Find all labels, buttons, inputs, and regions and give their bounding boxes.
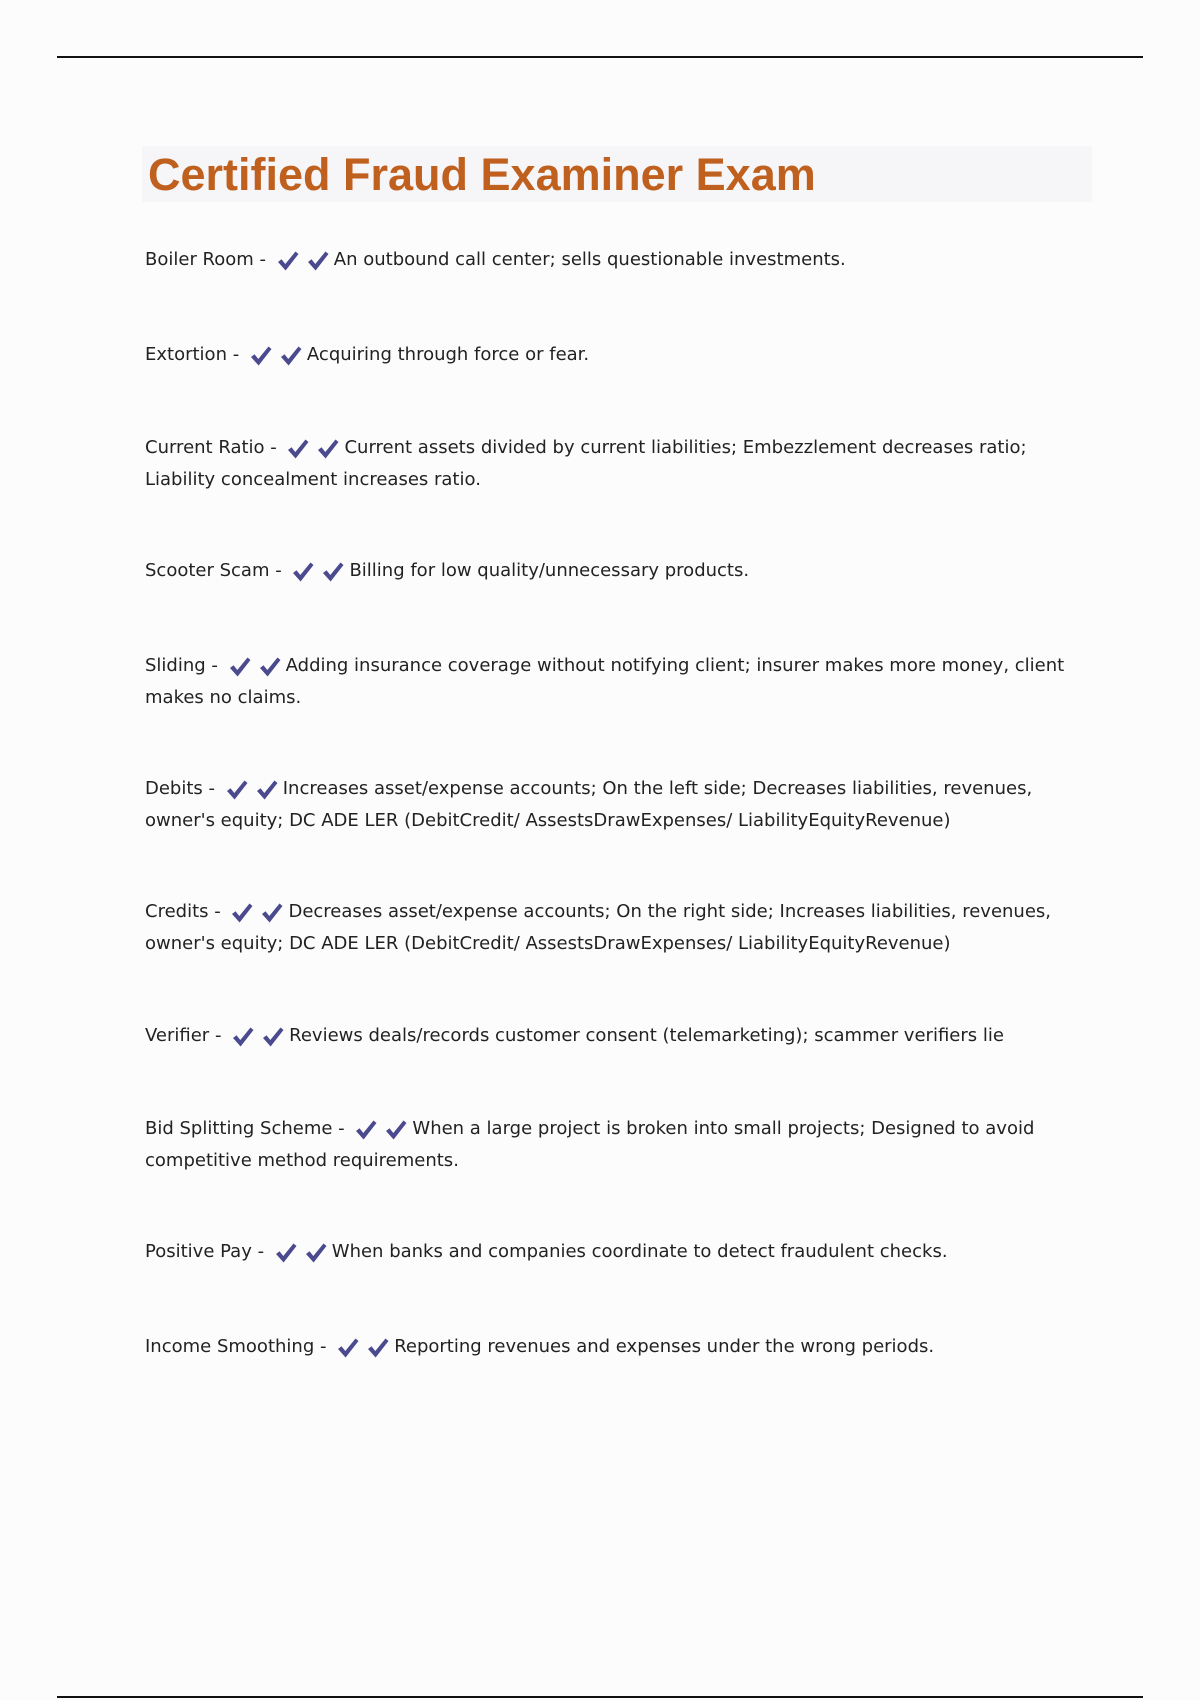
checkmark-icon xyxy=(261,1026,285,1048)
entry-credits xyxy=(145,898,1065,958)
page-title: Certified Fraud Examiner Exam xyxy=(148,149,816,200)
entry-term: Positive Pay xyxy=(145,1241,258,1262)
entry-term: Sliding xyxy=(145,655,212,676)
bottom-rule xyxy=(57,1696,1143,1698)
entry-term: Verifier xyxy=(145,1025,215,1046)
checkmark-icon xyxy=(276,250,300,272)
check-pair xyxy=(336,1337,392,1365)
checkmark-icon xyxy=(286,438,310,460)
entry-verifier xyxy=(145,1022,1065,1054)
checkmark-icon xyxy=(291,561,315,583)
checkmark-icon xyxy=(321,561,345,583)
checkmark-icon xyxy=(225,779,249,801)
entry-positive-pay xyxy=(145,1238,1065,1270)
checkmark-icon xyxy=(230,902,254,924)
entry-term: Debits xyxy=(145,778,209,799)
entry-separator: - xyxy=(211,655,224,676)
entry-separator: - xyxy=(214,901,227,922)
entry-income-smoothing xyxy=(145,1333,1065,1365)
entry-term: Income Smoothing xyxy=(145,1336,320,1357)
check-pair xyxy=(354,1119,410,1147)
check-pair xyxy=(231,1026,287,1054)
entry-separator: - xyxy=(257,1241,270,1262)
entry-debits xyxy=(145,775,1065,835)
checkmark-icon xyxy=(354,1119,378,1141)
entry-definition: Reporting revenues and expenses under the wrong periods. xyxy=(394,1336,935,1357)
entry-separator: - xyxy=(208,778,221,799)
entry-definition: When a large project is broken into small projects; Designed to avoid competitive method requirements. xyxy=(145,1118,1035,1171)
top-rule xyxy=(57,56,1143,58)
check-pair xyxy=(228,656,284,684)
checkmark-icon xyxy=(258,656,282,678)
checkmark-icon xyxy=(260,902,284,924)
entry-separator: - xyxy=(275,560,288,581)
entry-separator: - xyxy=(319,1336,333,1357)
entry-extortion xyxy=(145,341,1065,373)
entry-bid-splitting-scheme xyxy=(145,1115,1065,1175)
entry-term: Credits xyxy=(145,901,215,922)
entry-boiler-room xyxy=(145,246,1065,278)
entry-scooter-scam xyxy=(145,557,1065,589)
check-pair xyxy=(249,345,305,373)
check-pair xyxy=(291,561,347,589)
checkmark-icon xyxy=(279,345,303,367)
check-pair xyxy=(230,902,286,930)
entry-definition: Decreases asset/expense accounts; On the right side; Increases liabilities, revenues, owner's equity; DC ADE LER (DebitCredit/ AssestsDrawExpenses/ LiabilityEquityRevenue) xyxy=(145,901,1052,954)
checkmark-icon xyxy=(255,779,279,801)
checkmark-icon xyxy=(366,1337,390,1359)
check-pair xyxy=(225,779,281,807)
checkmark-icon xyxy=(336,1337,360,1359)
checkmark-icon xyxy=(228,656,252,678)
entry-current-ratio xyxy=(145,434,1065,494)
checkmark-icon xyxy=(306,250,330,272)
entry-definition: Acquiring through force or fear. xyxy=(306,344,590,365)
entry-sliding xyxy=(145,652,1065,712)
title-banner xyxy=(142,146,1092,202)
entry-definition: Current assets divided by current liabilities; Embezzlement decreases ratio; Liability concealment increases ratio. xyxy=(145,437,1027,490)
entry-separator: - xyxy=(270,437,283,458)
entry-definition: Reviews deals/records customer consent (telemarketing); scammer verifiers lie xyxy=(289,1025,1004,1046)
checkmark-icon xyxy=(316,438,340,460)
checkmark-icon xyxy=(384,1119,408,1141)
entry-definition: When banks and companies coordinate to detect fraudulent checks. xyxy=(331,1241,948,1262)
checkmark-icon xyxy=(231,1026,255,1048)
entry-separator: - xyxy=(338,1118,351,1139)
entry-separator: - xyxy=(232,344,245,365)
entry-term: Extortion xyxy=(145,344,233,365)
entry-definition: Adding insurance coverage without notifying client; insurer makes more money, client makes no claims. xyxy=(145,655,1065,708)
checkmark-icon xyxy=(304,1242,328,1264)
entry-separator: - xyxy=(259,249,272,270)
entry-term: Boiler Room xyxy=(145,249,260,270)
check-pair xyxy=(274,1242,330,1270)
entry-term: Current Ratio xyxy=(145,437,271,458)
checkmark-icon xyxy=(249,345,273,367)
check-pair xyxy=(286,438,342,466)
entry-definition: Billing for low quality/unnecessary products. xyxy=(349,560,750,581)
entry-definition: Increases asset/expense accounts; On the left side; Decreases liabilities, revenues, owner's equity; DC ADE LER (DebitCredit/ AssestsDrawExpenses/ LiabilityEquityRevenue) xyxy=(145,778,1033,831)
entry-definition: An outbound call center; sells questionable investments. xyxy=(333,249,846,270)
entry-term: Bid Splitting Scheme xyxy=(145,1118,339,1139)
check-pair xyxy=(276,250,332,278)
entry-separator: - xyxy=(214,1025,228,1046)
entry-term: Scooter Scam xyxy=(145,560,276,581)
checkmark-icon xyxy=(274,1242,298,1264)
